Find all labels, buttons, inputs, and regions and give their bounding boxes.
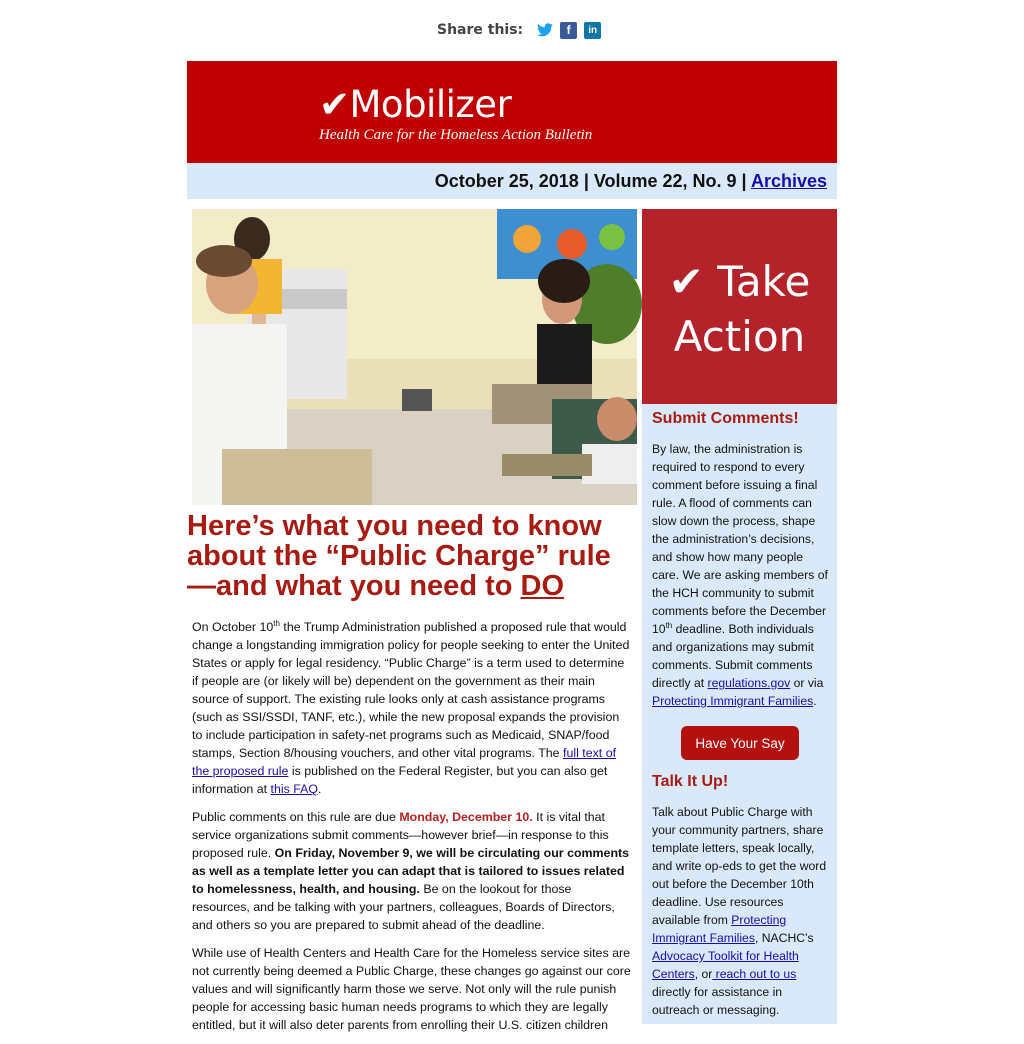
submit-text-d: . [813, 694, 817, 708]
have-your-say-button[interactable]: Have Your Say [681, 726, 799, 760]
submit-text-c: or via [790, 676, 824, 690]
submit-text-b: deadline. Both individuals and organizations may submit comments. Submit comments directly at [652, 622, 814, 690]
issue-date: October 25, 2018 | Volume 22, No. 9 | [434, 171, 747, 191]
article-headline [187, 511, 637, 601]
deadline-date: Monday, December 10. [399, 810, 533, 824]
clinic-photo [192, 209, 637, 505]
talk-it-up-heading: Talk It Up! [652, 773, 729, 790]
p1-sup: th [273, 618, 280, 628]
p1-text-c: is published on the Federal Register, but you can also get information at [192, 764, 608, 796]
submit-comments-text [652, 440, 830, 710]
protecting-immigrant-families-link[interactable]: Protecting Immigrant Families [652, 694, 814, 708]
advocacy-toolkit-link[interactable]: Advocacy Toolkit for Health Centers [652, 949, 799, 981]
twitter-icon[interactable] [536, 22, 553, 39]
headline-text: Here’s what you need to know about the “Public Charge” rule —and what you need to [187, 510, 611, 602]
p2-text-b: It is vital that service organizations submit comments—however brief—in response to this proposed rule. [192, 810, 609, 860]
talk-text-a: Talk about Public Charge with your community partners, share template letters, speak locally, and write op-eds to get the word out before the December 10th deadline. Use resources available from [652, 805, 827, 927]
talk-text-c: , or [694, 967, 713, 981]
p2-text-a: Public comments on this rule are due [192, 810, 400, 824]
paragraph-2 [192, 808, 632, 934]
dateline [187, 163, 837, 199]
facebook-icon[interactable]: f [560, 22, 577, 39]
article-body [192, 618, 632, 1044]
sidebar [642, 209, 837, 1024]
p2-text-c: Be on the lookout for those resources, and be talking with your partners, colleagues, Boards of Directors, and others so you are prepared to submit ahead of the deadline. [192, 882, 615, 932]
archives-link[interactable]: Archives [750, 171, 827, 191]
submit-text-a: By law, the administration is required to respond to every comment before issuing a final rule. A flood of comments can slow down the process, shape the administration’s decisions, and show how many people care. We are asking members of the HCH community to submit comments before the December 10 [652, 442, 828, 636]
reach-out-link[interactable]: reach out to us [712, 967, 797, 981]
p1-text-b: the Trump Administration published a proposed rule that would change a longstanding immigration policy for people seeking to enter the United States or apply for legal residency. “Public Charge” is a term used to determine if people are (or likely will be) dependent on the government as their main source of support. The existing rule looks only at cash assistance programs (such as SSI/SSDI, TANF, etc.), while the new proposal expands the provision to include participation in safety-net programs such as Medicaid, SNAP/food stamps, Section 8/housing vouchers, and other vital programs. The [192, 620, 630, 760]
share-label: Share this: [437, 22, 524, 38]
take-action-line-1: ✔ Take [668, 257, 811, 306]
p1-text-d: . [318, 782, 322, 796]
paragraph-3: While use of Health Centers and Health Care for the Homeless service sites are not currently being deemed a Public Charge, these changes go against our core values and will significantly harm those we serve. Not only will the rule punish people for accessing basic human needs programs to which they are legally entitled, but it will also deter parents from enrolling their U.S. citizen children [192, 946, 631, 1032]
p2-bold: On Friday, November 9, we will be circulating our comments as well as a template letter you can adapt that is tailored to issues related to homelessness, health, and housing. [192, 846, 630, 896]
take-action-line-2: Action [673, 312, 806, 361]
submit-comments-heading: Submit Comments! [652, 410, 799, 427]
talk-it-up-text [652, 803, 830, 1019]
p1-text-a: On October 10 [192, 620, 274, 634]
submit-sup: th [665, 620, 673, 630]
full-text-link[interactable]: full text of the proposed rule [192, 746, 617, 778]
faq-link[interactable]: this FAQ [270, 782, 319, 796]
paragraph-1 [192, 618, 632, 798]
mobilizer-title: ✔Mobilizer [319, 83, 512, 126]
talk-text-b: , NACHC’s [754, 931, 814, 945]
protecting-immigrant-families-link-2[interactable]: Protecting Immigrant Families [652, 913, 787, 945]
mobilizer-banner [187, 61, 837, 163]
talk-text-d: directly for assistance in outreach or messaging. [652, 985, 783, 1017]
regulations-link[interactable]: regulations.gov [707, 676, 791, 690]
share-bar [437, 19, 608, 41]
mobilizer-subtitle: Health Care for the Homeless Action Bulletin [319, 127, 593, 143]
headline-do: DO [520, 570, 565, 602]
linkedin-icon[interactable]: in [584, 22, 601, 39]
take-action-banner [642, 209, 837, 404]
